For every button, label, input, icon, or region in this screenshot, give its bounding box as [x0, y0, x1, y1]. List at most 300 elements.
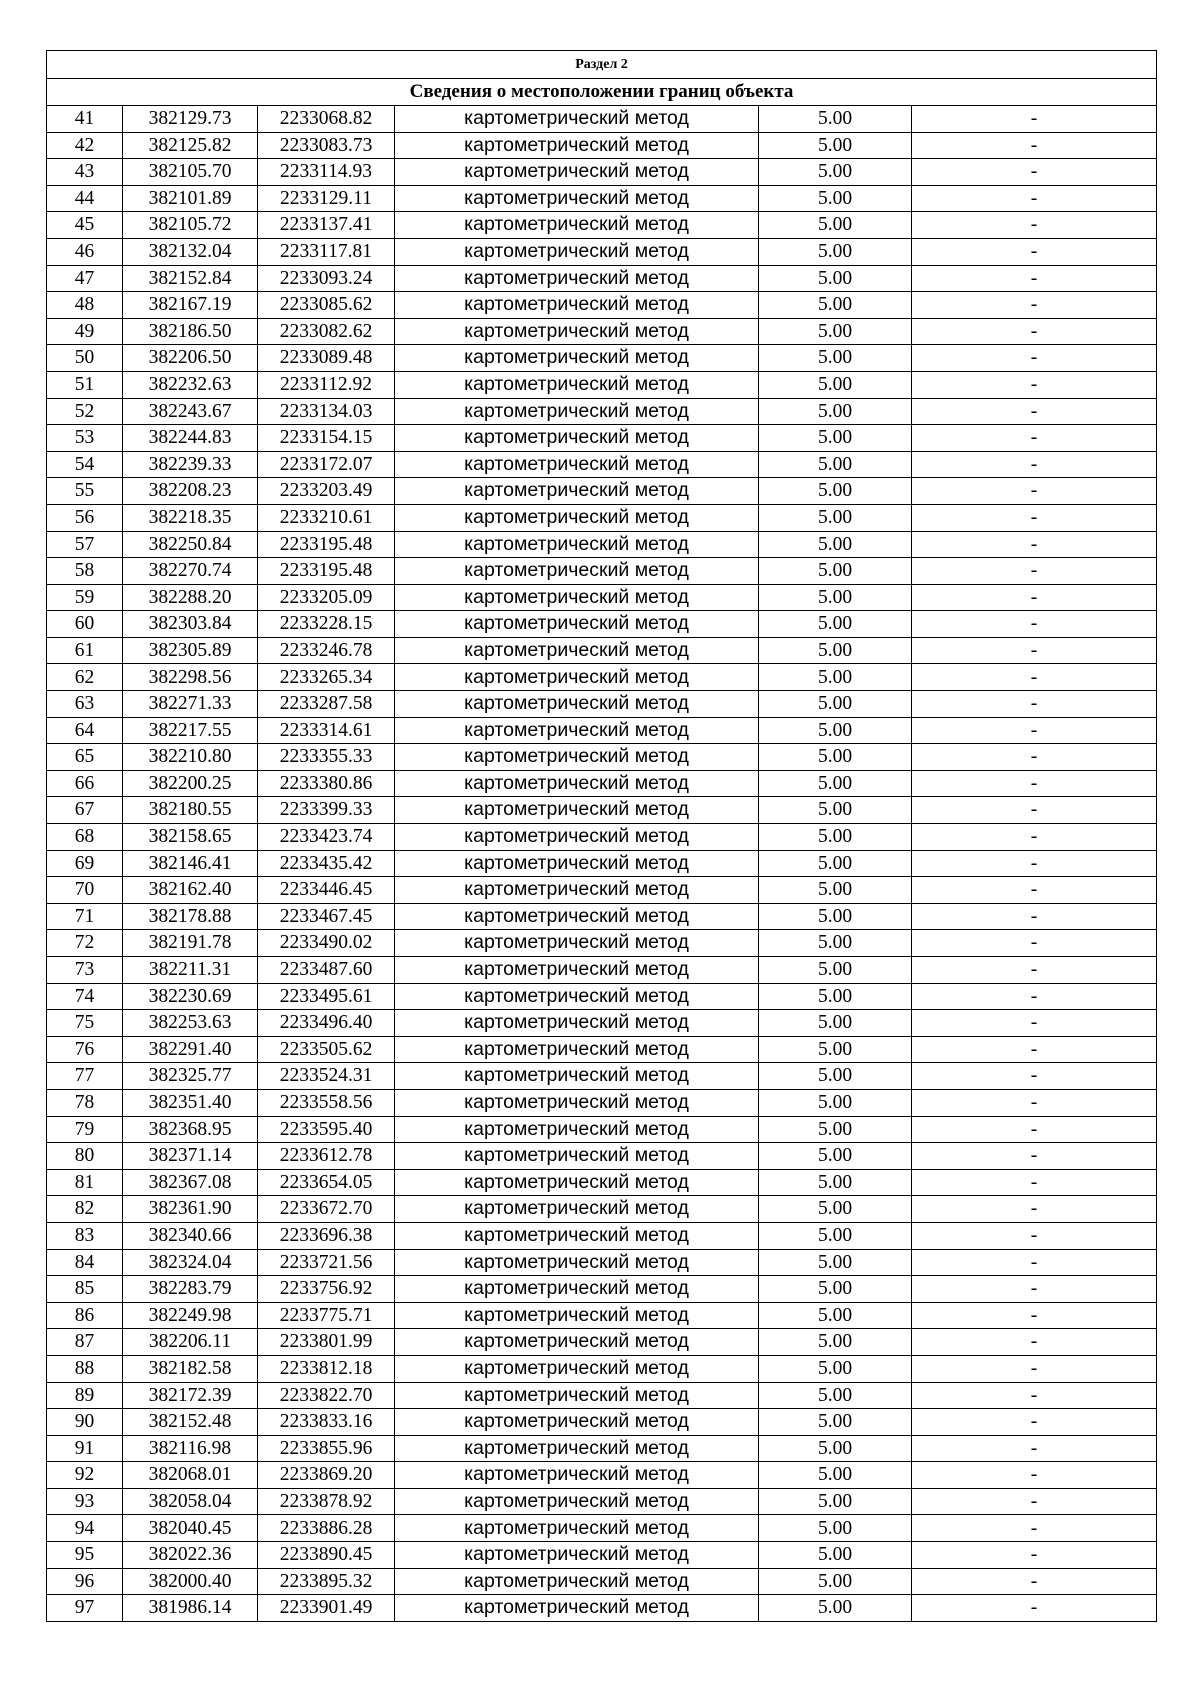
- coord-y-cell: 2233287.58: [258, 691, 395, 718]
- coord-x-cell: 382206.11: [123, 1329, 258, 1356]
- accuracy-cell: 5.00: [759, 584, 912, 611]
- coord-x-cell: 382340.66: [123, 1222, 258, 1249]
- point-number-cell: 54: [47, 451, 123, 478]
- method-cell: картометрический метод: [395, 1409, 759, 1436]
- point-number-cell: 72: [47, 930, 123, 957]
- accuracy-cell: 5.00: [759, 691, 912, 718]
- method-cell: картометрический метод: [395, 185, 759, 212]
- coord-y-cell: 2233423.74: [258, 824, 395, 851]
- coord-x-cell: 382243.67: [123, 398, 258, 425]
- coord-y-cell: 2233775.71: [258, 1302, 395, 1329]
- accuracy-cell: 5.00: [759, 1063, 912, 1090]
- table-row: [47, 1382, 1157, 1409]
- method-cell: картометрический метод: [395, 584, 759, 611]
- accuracy-cell: 5.00: [759, 425, 912, 452]
- point-number-cell: 73: [47, 957, 123, 984]
- coord-y-cell: 2233721.56: [258, 1249, 395, 1276]
- note-cell: -: [912, 797, 1157, 824]
- method-cell: картометрический метод: [395, 637, 759, 664]
- note-cell: -: [912, 451, 1157, 478]
- coord-x-cell: 382172.39: [123, 1382, 258, 1409]
- coord-x-cell: 382125.82: [123, 132, 258, 159]
- coord-x-cell: 382200.25: [123, 770, 258, 797]
- method-cell: картометрический метод: [395, 1542, 759, 1569]
- coord-y-cell: 2233654.05: [258, 1169, 395, 1196]
- table-row: [47, 850, 1157, 877]
- accuracy-cell: 5.00: [759, 345, 912, 372]
- coord-x-cell: 382232.63: [123, 371, 258, 398]
- table-row: [47, 185, 1157, 212]
- note-cell: -: [912, 132, 1157, 159]
- table-row: [47, 1276, 1157, 1303]
- table-row: [47, 451, 1157, 478]
- coord-x-cell: 382116.98: [123, 1435, 258, 1462]
- accuracy-cell: 5.00: [759, 371, 912, 398]
- coord-x-cell: 382298.56: [123, 664, 258, 691]
- note-cell: -: [912, 691, 1157, 718]
- accuracy-cell: 5.00: [759, 770, 912, 797]
- method-cell: картометрический метод: [395, 957, 759, 984]
- coord-y-cell: 2233558.56: [258, 1089, 395, 1116]
- point-number-cell: 49: [47, 318, 123, 345]
- coord-x-cell: 382040.45: [123, 1515, 258, 1542]
- point-number-cell: 52: [47, 398, 123, 425]
- note-cell: -: [912, 212, 1157, 239]
- note-cell: -: [912, 558, 1157, 585]
- point-number-cell: 88: [47, 1355, 123, 1382]
- point-number-cell: 80: [47, 1143, 123, 1170]
- accuracy-cell: 5.00: [759, 132, 912, 159]
- note-cell: -: [912, 159, 1157, 186]
- table-row: [47, 1116, 1157, 1143]
- point-number-cell: 84: [47, 1249, 123, 1276]
- point-number-cell: 77: [47, 1063, 123, 1090]
- point-number-cell: 69: [47, 850, 123, 877]
- method-cell: картометрический метод: [395, 106, 759, 133]
- note-cell: -: [912, 238, 1157, 265]
- note-cell: -: [912, 1143, 1157, 1170]
- note-cell: -: [912, 1595, 1157, 1622]
- table-row: [47, 132, 1157, 159]
- method-cell: картометрический метод: [395, 1568, 759, 1595]
- accuracy-cell: 5.00: [759, 1302, 912, 1329]
- note-cell: -: [912, 1276, 1157, 1303]
- accuracy-cell: 5.00: [759, 797, 912, 824]
- method-cell: картометрический метод: [395, 1196, 759, 1223]
- coord-x-cell: 382152.48: [123, 1409, 258, 1436]
- point-number-cell: 53: [47, 425, 123, 452]
- point-number-cell: 93: [47, 1488, 123, 1515]
- coord-y-cell: 2233672.70: [258, 1196, 395, 1223]
- table-row: [47, 558, 1157, 585]
- method-cell: картометрический метод: [395, 1435, 759, 1462]
- accuracy-cell: 5.00: [759, 1249, 912, 1276]
- method-cell: картометрический метод: [395, 1329, 759, 1356]
- coord-y-cell: 2233505.62: [258, 1036, 395, 1063]
- accuracy-cell: 5.00: [759, 212, 912, 239]
- point-number-cell: 55: [47, 478, 123, 505]
- table-row: [47, 770, 1157, 797]
- coord-y-cell: 2233355.33: [258, 744, 395, 771]
- coord-x-cell: 382371.14: [123, 1143, 258, 1170]
- coord-y-cell: 2233228.15: [258, 611, 395, 638]
- coord-y-cell: 2233205.09: [258, 584, 395, 611]
- coord-x-cell: 382022.36: [123, 1542, 258, 1569]
- method-cell: картометрический метод: [395, 398, 759, 425]
- method-cell: картометрический метод: [395, 824, 759, 851]
- table-row: [47, 664, 1157, 691]
- accuracy-cell: 5.00: [759, 558, 912, 585]
- method-cell: картометрический метод: [395, 1276, 759, 1303]
- table-title-row: [47, 79, 1157, 106]
- accuracy-cell: 5.00: [759, 1036, 912, 1063]
- table-row: [47, 159, 1157, 186]
- note-cell: -: [912, 1222, 1157, 1249]
- point-number-cell: 79: [47, 1116, 123, 1143]
- coord-x-cell: 382167.19: [123, 292, 258, 319]
- note-cell: -: [912, 371, 1157, 398]
- point-number-cell: 44: [47, 185, 123, 212]
- note-cell: -: [912, 504, 1157, 531]
- method-cell: картометрический метод: [395, 1169, 759, 1196]
- coord-y-cell: 2233089.48: [258, 345, 395, 372]
- point-number-cell: 68: [47, 824, 123, 851]
- note-cell: -: [912, 425, 1157, 452]
- note-cell: -: [912, 531, 1157, 558]
- note-cell: -: [912, 717, 1157, 744]
- accuracy-cell: 5.00: [759, 1222, 912, 1249]
- point-number-cell: 74: [47, 983, 123, 1010]
- point-number-cell: 91: [47, 1435, 123, 1462]
- point-number-cell: 86: [47, 1302, 123, 1329]
- coord-y-cell: 2233068.82: [258, 106, 395, 133]
- coord-x-cell: 382178.88: [123, 903, 258, 930]
- coord-y-cell: 2233129.11: [258, 185, 395, 212]
- table-row: [47, 345, 1157, 372]
- method-cell: картометрический метод: [395, 1116, 759, 1143]
- coord-x-cell: 382105.72: [123, 212, 258, 239]
- coord-y-cell: 2233446.45: [258, 877, 395, 904]
- method-cell: картометрический метод: [395, 1143, 759, 1170]
- accuracy-cell: 5.00: [759, 1488, 912, 1515]
- coord-y-cell: 2233890.45: [258, 1542, 395, 1569]
- method-cell: картометрический метод: [395, 850, 759, 877]
- method-cell: картометрический метод: [395, 1063, 759, 1090]
- method-cell: картометрический метод: [395, 531, 759, 558]
- coord-y-cell: 2233833.16: [258, 1409, 395, 1436]
- coord-y-cell: 2233435.42: [258, 850, 395, 877]
- coord-x-cell: 382288.20: [123, 584, 258, 611]
- note-cell: -: [912, 1063, 1157, 1090]
- table-row: [47, 611, 1157, 638]
- point-number-cell: 51: [47, 371, 123, 398]
- table-row: [47, 957, 1157, 984]
- table-row: [47, 930, 1157, 957]
- coord-y-cell: 2233901.49: [258, 1595, 395, 1622]
- point-number-cell: 58: [47, 558, 123, 585]
- table-row: [47, 212, 1157, 239]
- table-row: [47, 824, 1157, 851]
- coord-y-cell: 2233524.31: [258, 1063, 395, 1090]
- note-cell: -: [912, 744, 1157, 771]
- accuracy-cell: 5.00: [759, 1089, 912, 1116]
- table-row: [47, 1462, 1157, 1489]
- table-row: [47, 398, 1157, 425]
- method-cell: картометрический метод: [395, 1355, 759, 1382]
- accuracy-cell: 5.00: [759, 1355, 912, 1382]
- coord-x-cell: 382101.89: [123, 185, 258, 212]
- coord-x-cell: 382325.77: [123, 1063, 258, 1090]
- coord-y-cell: 2233137.41: [258, 212, 395, 239]
- accuracy-cell: 5.00: [759, 1169, 912, 1196]
- accuracy-cell: 5.00: [759, 1276, 912, 1303]
- method-cell: картометрический метод: [395, 265, 759, 292]
- table-row: [47, 797, 1157, 824]
- coord-x-cell: 382253.63: [123, 1010, 258, 1037]
- note-cell: -: [912, 292, 1157, 319]
- method-cell: картометрический метод: [395, 132, 759, 159]
- note-cell: -: [912, 318, 1157, 345]
- table-row: [47, 1329, 1157, 1356]
- method-cell: картометрический метод: [395, 983, 759, 1010]
- coord-y-cell: 2233495.61: [258, 983, 395, 1010]
- accuracy-cell: 5.00: [759, 1010, 912, 1037]
- coord-y-cell: 2233114.93: [258, 159, 395, 186]
- coord-x-cell: 382158.65: [123, 824, 258, 851]
- accuracy-cell: 5.00: [759, 531, 912, 558]
- accuracy-cell: 5.00: [759, 185, 912, 212]
- method-cell: картометрический метод: [395, 451, 759, 478]
- coord-x-cell: 382367.08: [123, 1169, 258, 1196]
- note-cell: -: [912, 1010, 1157, 1037]
- document-page: [46, 50, 1156, 1622]
- table-row: [47, 1089, 1157, 1116]
- method-cell: картометрический метод: [395, 770, 759, 797]
- coord-x-cell: 382239.33: [123, 451, 258, 478]
- table-row: [47, 1435, 1157, 1462]
- accuracy-cell: 5.00: [759, 159, 912, 186]
- method-cell: картометрический метод: [395, 1010, 759, 1037]
- coord-y-cell: 2233265.34: [258, 664, 395, 691]
- coord-y-cell: 2233210.61: [258, 504, 395, 531]
- point-number-cell: 50: [47, 345, 123, 372]
- method-cell: картометрический метод: [395, 1249, 759, 1276]
- point-number-cell: 45: [47, 212, 123, 239]
- method-cell: картометрический метод: [395, 797, 759, 824]
- coord-y-cell: 2233380.86: [258, 770, 395, 797]
- accuracy-cell: 5.00: [759, 1116, 912, 1143]
- coord-x-cell: 382250.84: [123, 531, 258, 558]
- coord-x-cell: 382368.95: [123, 1116, 258, 1143]
- accuracy-cell: 5.00: [759, 1435, 912, 1462]
- accuracy-cell: 5.00: [759, 504, 912, 531]
- table-row: [47, 983, 1157, 1010]
- method-cell: картометрический метод: [395, 292, 759, 319]
- note-cell: -: [912, 664, 1157, 691]
- note-cell: -: [912, 1116, 1157, 1143]
- coord-x-cell: 382206.50: [123, 345, 258, 372]
- table-row: [47, 318, 1157, 345]
- coord-x-cell: 382230.69: [123, 983, 258, 1010]
- method-cell: картометрический метод: [395, 717, 759, 744]
- accuracy-cell: 5.00: [759, 877, 912, 904]
- point-number-cell: 90: [47, 1409, 123, 1436]
- point-number-cell: 94: [47, 1515, 123, 1542]
- coord-y-cell: 2233612.78: [258, 1143, 395, 1170]
- point-number-cell: 78: [47, 1089, 123, 1116]
- method-cell: картометрический метод: [395, 1382, 759, 1409]
- note-cell: -: [912, 770, 1157, 797]
- table-title: Сведения о местоположении границ объекта: [47, 79, 1157, 106]
- coord-y-cell: 2233195.48: [258, 558, 395, 585]
- method-cell: картометрический метод: [395, 1089, 759, 1116]
- point-number-cell: 92: [47, 1462, 123, 1489]
- method-cell: картометрический метод: [395, 664, 759, 691]
- table-row: [47, 504, 1157, 531]
- table-row: [47, 478, 1157, 505]
- coord-x-cell: 382129.73: [123, 106, 258, 133]
- note-cell: -: [912, 1329, 1157, 1356]
- method-cell: картометрический метод: [395, 1302, 759, 1329]
- coord-x-cell: 382361.90: [123, 1196, 258, 1223]
- accuracy-cell: 5.00: [759, 957, 912, 984]
- table-row: [47, 1302, 1157, 1329]
- accuracy-cell: 5.00: [759, 1409, 912, 1436]
- method-cell: картометрический метод: [395, 744, 759, 771]
- section-header-row: [47, 51, 1157, 79]
- note-cell: -: [912, 1169, 1157, 1196]
- table-row: [47, 265, 1157, 292]
- method-cell: картометрический метод: [395, 159, 759, 186]
- note-cell: -: [912, 265, 1157, 292]
- table-row: [47, 1409, 1157, 1436]
- accuracy-cell: 5.00: [759, 637, 912, 664]
- coord-x-cell: 382058.04: [123, 1488, 258, 1515]
- coord-y-cell: 2233246.78: [258, 637, 395, 664]
- coord-x-cell: 382208.23: [123, 478, 258, 505]
- point-number-cell: 96: [47, 1568, 123, 1595]
- coord-y-cell: 2233869.20: [258, 1462, 395, 1489]
- note-cell: -: [912, 1382, 1157, 1409]
- coord-y-cell: 2233496.40: [258, 1010, 395, 1037]
- note-cell: -: [912, 983, 1157, 1010]
- note-cell: -: [912, 1196, 1157, 1223]
- table-row: [47, 903, 1157, 930]
- coord-x-cell: 382305.89: [123, 637, 258, 664]
- coord-x-cell: 382351.40: [123, 1089, 258, 1116]
- method-cell: картометрический метод: [395, 478, 759, 505]
- note-cell: -: [912, 930, 1157, 957]
- section-label: Раздел 2: [47, 51, 1157, 79]
- method-cell: картометрический метод: [395, 1222, 759, 1249]
- point-number-cell: 64: [47, 717, 123, 744]
- method-cell: картометрический метод: [395, 238, 759, 265]
- coord-y-cell: 2233085.62: [258, 292, 395, 319]
- coord-x-cell: 382211.31: [123, 957, 258, 984]
- accuracy-cell: 5.00: [759, 292, 912, 319]
- coord-x-cell: 381986.14: [123, 1595, 258, 1622]
- method-cell: картометрический метод: [395, 877, 759, 904]
- table-row: [47, 371, 1157, 398]
- table-row: [47, 637, 1157, 664]
- coord-y-cell: 2233895.32: [258, 1568, 395, 1595]
- coord-y-cell: 2233172.07: [258, 451, 395, 478]
- accuracy-cell: 5.00: [759, 1568, 912, 1595]
- method-cell: картометрический метод: [395, 1595, 759, 1622]
- accuracy-cell: 5.00: [759, 717, 912, 744]
- method-cell: картометрический метод: [395, 345, 759, 372]
- coord-x-cell: 382291.40: [123, 1036, 258, 1063]
- coord-y-cell: 2233886.28: [258, 1515, 395, 1542]
- coord-x-cell: 382105.70: [123, 159, 258, 186]
- coord-y-cell: 2233812.18: [258, 1355, 395, 1382]
- accuracy-cell: 5.00: [759, 1595, 912, 1622]
- note-cell: -: [912, 1409, 1157, 1436]
- table-row: [47, 238, 1157, 265]
- coord-x-cell: 382186.50: [123, 318, 258, 345]
- note-cell: -: [912, 1249, 1157, 1276]
- table-row: [47, 584, 1157, 611]
- table-row: [47, 425, 1157, 452]
- coord-x-cell: 382068.01: [123, 1462, 258, 1489]
- note-cell: -: [912, 850, 1157, 877]
- method-cell: картометрический метод: [395, 691, 759, 718]
- coord-x-cell: 382218.35: [123, 504, 258, 531]
- coord-x-cell: 382244.83: [123, 425, 258, 452]
- table-row: [47, 1063, 1157, 1090]
- accuracy-cell: 5.00: [759, 1143, 912, 1170]
- note-cell: -: [912, 611, 1157, 638]
- table-row: [47, 717, 1157, 744]
- point-number-cell: 59: [47, 584, 123, 611]
- accuracy-cell: 5.00: [759, 744, 912, 771]
- point-number-cell: 81: [47, 1169, 123, 1196]
- accuracy-cell: 5.00: [759, 903, 912, 930]
- coord-y-cell: 2233117.81: [258, 238, 395, 265]
- coord-y-cell: 2233487.60: [258, 957, 395, 984]
- table-row: [47, 1169, 1157, 1196]
- point-number-cell: 95: [47, 1542, 123, 1569]
- point-number-cell: 67: [47, 797, 123, 824]
- note-cell: -: [912, 584, 1157, 611]
- coord-x-cell: 382217.55: [123, 717, 258, 744]
- table-row: [47, 1515, 1157, 1542]
- note-cell: -: [912, 637, 1157, 664]
- accuracy-cell: 5.00: [759, 1196, 912, 1223]
- coord-y-cell: 2233203.49: [258, 478, 395, 505]
- coord-y-cell: 2233855.96: [258, 1435, 395, 1462]
- table-row: [47, 1355, 1157, 1382]
- table-row: [47, 1196, 1157, 1223]
- table-row: [47, 877, 1157, 904]
- coord-x-cell: 382182.58: [123, 1355, 258, 1382]
- point-number-cell: 85: [47, 1276, 123, 1303]
- note-cell: -: [912, 1355, 1157, 1382]
- method-cell: картометрический метод: [395, 1462, 759, 1489]
- method-cell: картометрический метод: [395, 318, 759, 345]
- coord-y-cell: 2233756.92: [258, 1276, 395, 1303]
- coord-y-cell: 2233195.48: [258, 531, 395, 558]
- note-cell: -: [912, 345, 1157, 372]
- coord-y-cell: 2233467.45: [258, 903, 395, 930]
- accuracy-cell: 5.00: [759, 398, 912, 425]
- point-number-cell: 70: [47, 877, 123, 904]
- method-cell: картометрический метод: [395, 558, 759, 585]
- note-cell: -: [912, 1036, 1157, 1063]
- boundary-table-body: [47, 51, 1157, 1622]
- accuracy-cell: 5.00: [759, 1542, 912, 1569]
- point-number-cell: 63: [47, 691, 123, 718]
